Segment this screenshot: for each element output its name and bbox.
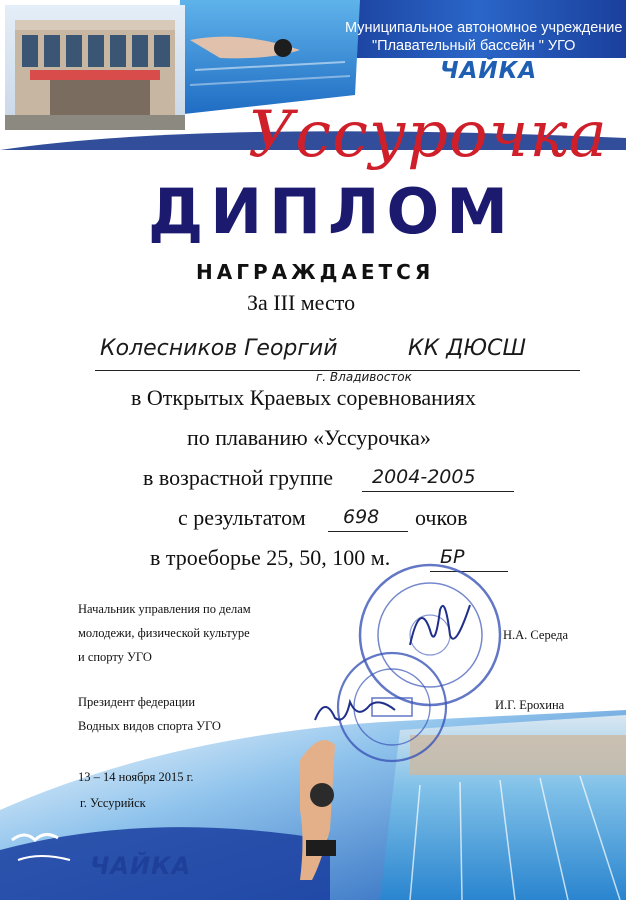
signature-erokhina <box>310 690 400 730</box>
awarded-label: НАГРАЖДАЕТСЯ <box>196 260 435 284</box>
result-value: 698 <box>343 506 380 528</box>
recipient-name: Колесников Георгий <box>100 336 338 361</box>
organization-name-line2: "Плавательный бассейн " УГО <box>372 38 576 54</box>
recipient-city: г. Владивосток <box>316 370 412 384</box>
competition-line1: в Открытых Краевых соревнованиях <box>131 385 476 410</box>
signature-sereda <box>400 590 480 660</box>
brand-logo-top: ЧАЙКА <box>440 58 538 84</box>
recipient-club: КК ДЮСШ <box>408 336 527 361</box>
event-name-script: Уссурочка <box>248 98 608 172</box>
place-line: За III место <box>247 290 356 315</box>
signatory2-title-line2: Водных видов спорта УГО <box>78 719 221 733</box>
event-value: БР <box>440 546 465 568</box>
event-date: 13 – 14 ноября 2015 г. <box>78 770 194 784</box>
age-group-value: 2004-2005 <box>372 466 476 488</box>
signatory2-title-line1: Президент федерации <box>78 695 196 709</box>
age-group-underline <box>362 491 514 492</box>
signatory1-title-line3: и спорту УГО <box>78 650 152 664</box>
result-label: с результатом <box>178 505 306 530</box>
organization-name-line1: Муниципальное автономное учреждение <box>345 20 623 36</box>
diploma-title: ДИПЛОМ <box>148 175 515 248</box>
signatory1-title-line1: Начальник управления по делам <box>78 602 251 616</box>
competition-line2: по плаванию «Уссурочка» <box>187 425 431 450</box>
brand-logo-bottom: ЧАЙКА <box>90 852 192 880</box>
result-underline <box>328 531 408 532</box>
age-group-label: в возрастной группе <box>143 465 334 490</box>
event-label: в троеборье 25, 50, 100 м. <box>150 545 391 570</box>
signatory1-name: Н.А. Середа <box>503 628 569 642</box>
signatory2-name: И.Г. Ерохина <box>495 698 565 712</box>
event-city: г. Уссурийск <box>80 796 146 810</box>
signatory1-title-line2: молодежи, физической культуре <box>78 626 250 640</box>
result-unit: очков <box>415 505 468 530</box>
